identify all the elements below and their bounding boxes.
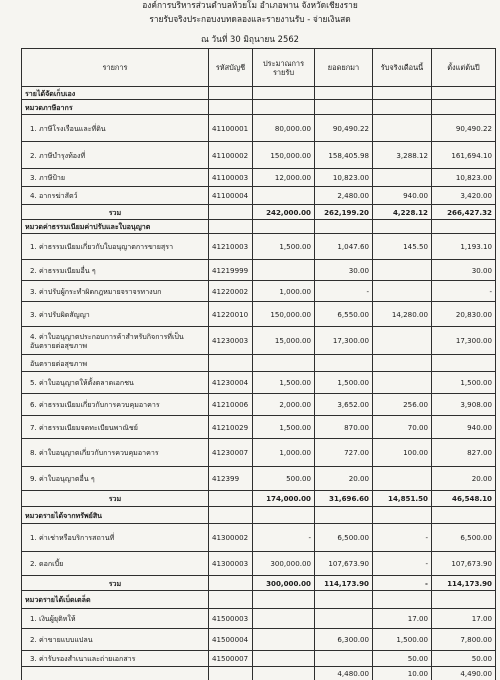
cell-this-month: [373, 87, 432, 100]
cell-brought-forward: [315, 87, 373, 100]
cell-estimate: [253, 260, 315, 281]
cell-year-to-date: 20,830.00: [432, 302, 496, 327]
table-row: [22, 467, 496, 491]
cell-estimate: [253, 220, 315, 234]
cell-code: [209, 355, 253, 372]
cell-this-month: [373, 327, 432, 355]
cell-estimate: [253, 651, 315, 667]
cell-year-to-date: -: [432, 281, 496, 302]
cell-this-month: [373, 467, 432, 491]
cell-this-month: -: [373, 552, 432, 576]
cell-brought-forward: 1,047.60: [315, 234, 373, 260]
cell-code: [209, 576, 253, 591]
cell-estimate: [253, 355, 315, 372]
cell-code: 41100003: [209, 169, 253, 187]
cell-this-month: [373, 100, 432, 115]
cell-year-to-date: [432, 355, 496, 372]
cell-estimate: 1,500.00: [253, 372, 315, 394]
cell-this-month: 940.00: [373, 187, 432, 205]
cell-brought-forward: 6,500.00: [315, 524, 373, 552]
cell-label: 1. ภาษีโรงเรือนและที่ดิน: [22, 115, 209, 142]
report-date: ณ วันที่ 30 มิถุนายน 2562: [201, 34, 299, 44]
section-row: [22, 220, 496, 234]
section-row: [22, 591, 496, 609]
org-title: องค์การบริหารส่วนตำบลห้วยโม อำเภอพาน จังหวัดเชียงราย: [142, 0, 358, 10]
cell-year-to-date: [432, 87, 496, 100]
cell-label: 8. ค่าใบอนุญาตเกี่ยวกับการควบคุมอาคาร: [22, 439, 209, 467]
cell-year-to-date: 20.00: [432, 467, 496, 491]
cell-label: 3. ภาษีป้าย: [22, 169, 209, 187]
cell-label: หมวดรายได้จากทรัพย์สิน: [22, 507, 209, 524]
cell-code: 41210029: [209, 416, 253, 439]
cell-brought-forward: 3,652.00: [315, 394, 373, 416]
cell-estimate: 15,000.00: [253, 327, 315, 355]
cell-label: 5. ค่าใบอนุญาตให้ตั้งตลาดเอกชน: [22, 372, 209, 394]
table-row: [22, 629, 496, 651]
cell-label: อันตรายต่อสุขภาพ: [22, 355, 209, 372]
cell-year-to-date: 7,800.00: [432, 629, 496, 651]
cell-this-month: [373, 281, 432, 302]
table-row: [22, 667, 496, 680]
cell-brought-forward: 10,823.00: [315, 169, 373, 187]
cell-code: [209, 591, 253, 609]
col-header-estimate: ประมาณการ รายรับ: [253, 49, 315, 87]
cell-code: 41210006: [209, 394, 253, 416]
cell-estimate: 500.00: [253, 467, 315, 491]
cell-brought-forward: [315, 100, 373, 115]
cell-year-to-date: 17.00: [432, 609, 496, 629]
cell-estimate: [253, 667, 315, 680]
cell-brought-forward: 158,405.98: [315, 142, 373, 169]
cell-this-month: -: [373, 576, 432, 591]
cell-code: [209, 667, 253, 680]
cell-this-month: [373, 355, 432, 372]
table-row: [22, 234, 496, 260]
cell-this-month: 256.00: [373, 394, 432, 416]
cell-brought-forward: 6,300.00: [315, 629, 373, 651]
cell-label: รวม: [22, 491, 209, 507]
cell-brought-forward: -: [315, 281, 373, 302]
cell-this-month: 10.00: [373, 667, 432, 680]
cell-code: [209, 100, 253, 115]
table-row: [22, 142, 496, 169]
cell-estimate: 2,000.00: [253, 394, 315, 416]
cell-code: [209, 220, 253, 234]
cell-brought-forward: [315, 591, 373, 609]
cell-code: 41300003: [209, 552, 253, 576]
cell-label: หมวดรายได้เบ็ดเตล็ด: [22, 591, 209, 609]
table-row: [22, 524, 496, 552]
cell-code: [209, 205, 253, 220]
cell-estimate: 242,000.00: [253, 205, 315, 220]
cell-brought-forward: 1,500.00: [315, 372, 373, 394]
cell-this-month: -: [373, 524, 432, 552]
report-title: รายรับจริงประกอบงบทดลองและรายงานรับ - จ่ายเงินสด: [149, 14, 351, 24]
cell-estimate: 1,500.00: [253, 416, 315, 439]
cell-brought-forward: 20.00: [315, 467, 373, 491]
cell-label: รวม: [22, 205, 209, 220]
table-row: [22, 169, 496, 187]
cell-this-month: 70.00: [373, 416, 432, 439]
cell-estimate: 80,000.00: [253, 115, 315, 142]
cell-this-month: [373, 591, 432, 609]
cell-year-to-date: 50.00: [432, 651, 496, 667]
cell-label: 3. ค่าปรับผิดสัญญา: [22, 302, 209, 327]
table-row: [22, 355, 496, 372]
cell-code: 41500007: [209, 651, 253, 667]
cell-label: รายได้จัดเก็บเอง: [22, 87, 209, 100]
cell-estimate: [253, 591, 315, 609]
cell-estimate: 174,000.00: [253, 491, 315, 507]
total-row: [22, 205, 496, 220]
cell-year-to-date: 4,490.00: [432, 667, 496, 680]
section-row: [22, 100, 496, 115]
cell-this-month: [373, 372, 432, 394]
cell-year-to-date: 266,427.32: [432, 205, 496, 220]
cell-estimate: 12,000.00: [253, 169, 315, 187]
cell-label: หมวดภาษีอากร: [22, 100, 209, 115]
cell-code: 41500004: [209, 629, 253, 651]
cell-estimate: [253, 507, 315, 524]
cell-this-month: 14,851.50: [373, 491, 432, 507]
cell-this-month: 145.50: [373, 234, 432, 260]
cell-brought-forward: 870.00: [315, 416, 373, 439]
cell-this-month: [373, 220, 432, 234]
table-row: [22, 609, 496, 629]
cell-code: 41230003: [209, 327, 253, 355]
col-header-brought-forward: ยอดยกมา: [315, 49, 373, 87]
cell-this-month: [373, 169, 432, 187]
cell-label: หมวดค่าธรรมเนียมค่าปรับและใบอนุญาต: [22, 220, 209, 234]
cell-code: 41100002: [209, 142, 253, 169]
table-row: [22, 281, 496, 302]
cell-year-to-date: 1,193.10: [432, 234, 496, 260]
cell-label: 9. ค่าใบอนุญาตอื่น ๆ: [22, 467, 209, 491]
table-row: [22, 115, 496, 142]
cell-brought-forward: 262,199.20: [315, 205, 373, 220]
cell-estimate: 1,000.00: [253, 281, 315, 302]
cell-code: [209, 491, 253, 507]
cell-year-to-date: [432, 507, 496, 524]
cell-year-to-date: 90,490.22: [432, 115, 496, 142]
cell-label: 2. ค่าธรรมเนียมอื่น ๆ: [22, 260, 209, 281]
cell-brought-forward: 2,480.00: [315, 187, 373, 205]
table-row: [22, 439, 496, 467]
cell-year-to-date: [432, 591, 496, 609]
section-row: [22, 87, 496, 100]
cell-this-month: [373, 260, 432, 281]
cell-this-month: 14,280.00: [373, 302, 432, 327]
revenue-table: [21, 48, 496, 680]
cell-label: 3. ค่ารับรองสำเนาและถ่ายเอกสาร: [22, 651, 209, 667]
table-row: [22, 394, 496, 416]
cell-code: 412399: [209, 467, 253, 491]
cell-label: รวม: [22, 576, 209, 591]
cell-label: 2. ดอกเบี้ย: [22, 552, 209, 576]
cell-this-month: 1,500.00: [373, 629, 432, 651]
cell-this-month: 4,228.12: [373, 205, 432, 220]
table-row: [22, 260, 496, 281]
col-header-this-month: รับจริงเดือนนี้: [373, 49, 432, 87]
cell-code: [209, 87, 253, 100]
cell-this-month: 17.00: [373, 609, 432, 629]
section-row: [22, 507, 496, 524]
cell-code: 41100001: [209, 115, 253, 142]
cell-year-to-date: 107,673.90: [432, 552, 496, 576]
cell-label: 2. ภาษีบำรุงท้องที่: [22, 142, 209, 169]
table-row: [22, 651, 496, 667]
cell-code: 41219999: [209, 260, 253, 281]
cell-brought-forward: 4,480.00: [315, 667, 373, 680]
cell-year-to-date: 46,548.10: [432, 491, 496, 507]
cell-code: 41500003: [209, 609, 253, 629]
table-row: [22, 302, 496, 327]
cell-year-to-date: 827.00: [432, 439, 496, 467]
cell-code: 41230004: [209, 372, 253, 394]
table-body: [22, 87, 496, 680]
col-header-year-to-date: ตั้งแต่ต้นปี: [432, 49, 496, 87]
table-row: [22, 416, 496, 439]
cell-year-to-date: 6,500.00: [432, 524, 496, 552]
cell-brought-forward: [315, 220, 373, 234]
cell-estimate: 150,000.00: [253, 302, 315, 327]
cell-year-to-date: [432, 100, 496, 115]
cell-this-month: [373, 115, 432, 142]
cell-this-month: 3,288.12: [373, 142, 432, 169]
cell-code: 41300002: [209, 524, 253, 552]
cell-brought-forward: [315, 651, 373, 667]
table-row: [22, 327, 496, 355]
cell-label: 1. เงินผู้ยุติหให้: [22, 609, 209, 629]
table-header-row: [22, 49, 496, 87]
col-header-item: รายการ: [22, 49, 209, 87]
cell-year-to-date: 10,823.00: [432, 169, 496, 187]
cell-brought-forward: 107,673.90: [315, 552, 373, 576]
cell-estimate: -: [253, 524, 315, 552]
cell-brought-forward: 6,550.00: [315, 302, 373, 327]
cell-label: 4. อากรฆ่าสัตว์: [22, 187, 209, 205]
cell-year-to-date: 114,173.90: [432, 576, 496, 591]
cell-code: [209, 507, 253, 524]
cell-year-to-date: 3,420.00: [432, 187, 496, 205]
cell-estimate: 1,000.00: [253, 439, 315, 467]
total-row: [22, 576, 496, 591]
cell-brought-forward: 31,696.60: [315, 491, 373, 507]
table-row: [22, 552, 496, 576]
cell-year-to-date: 1,500.00: [432, 372, 496, 394]
cell-label: 3. ค่าปรับผู้กระทำผิดกฎหมายจราจรทางบก: [22, 281, 209, 302]
cell-brought-forward: 17,300.00: [315, 327, 373, 355]
cell-label: 7. ค่าธรรมเนียมจดทะเบียนพาณิชย์: [22, 416, 209, 439]
cell-this-month: 50.00: [373, 651, 432, 667]
table-row: [22, 187, 496, 205]
cell-estimate: [253, 187, 315, 205]
cell-code: 41230007: [209, 439, 253, 467]
cell-year-to-date: 30.00: [432, 260, 496, 281]
cell-this-month: 100.00: [373, 439, 432, 467]
cell-brought-forward: [315, 507, 373, 524]
cell-brought-forward: 30.00: [315, 260, 373, 281]
cell-code: 41220010: [209, 302, 253, 327]
cell-year-to-date: 17,300.00: [432, 327, 496, 355]
cell-estimate: [253, 609, 315, 629]
cell-estimate: 300,000.00: [253, 552, 315, 576]
cell-label: 1. ค่าเช่าหรือบริการสถานที่: [22, 524, 209, 552]
cell-year-to-date: [432, 220, 496, 234]
cell-estimate: 1,500.00: [253, 234, 315, 260]
cell-estimate: 300,000.00: [253, 576, 315, 591]
cell-year-to-date: 940.00: [432, 416, 496, 439]
cell-this-month: [373, 507, 432, 524]
cell-estimate: 150,000.00: [253, 142, 315, 169]
cell-year-to-date: 3,908.00: [432, 394, 496, 416]
cell-label: [22, 667, 209, 680]
cell-estimate: [253, 87, 315, 100]
table-row: [22, 372, 496, 394]
cell-brought-forward: 90,490.22: [315, 115, 373, 142]
cell-estimate: [253, 100, 315, 115]
cell-brought-forward: 727.00: [315, 439, 373, 467]
cell-label: 6. ค่าธรรมเนียมเกี่ยวกับการควบคุมอาคาร: [22, 394, 209, 416]
cell-label: 1. ค่าธรรมเนียมเกี่ยวกับใบอนุญาตการขายสุรา: [22, 234, 209, 260]
cell-label: 4. ค่าใบอนุญาตประกอบการค้าสำหรับกิจการที่เป็นอันตรายต่อสุขภาพ: [22, 327, 209, 355]
cell-brought-forward: 114,173.90: [315, 576, 373, 591]
cell-estimate: [253, 629, 315, 651]
cell-year-to-date: 161,694.10: [432, 142, 496, 169]
cell-label: 2. ค่าขายแบบแปลน: [22, 629, 209, 651]
cell-brought-forward: [315, 355, 373, 372]
cell-code: 41100004: [209, 187, 253, 205]
cell-code: 41220002: [209, 281, 253, 302]
col-header-code: รหัสบัญชี: [209, 49, 253, 87]
total-row: [22, 491, 496, 507]
cell-code: 41210003: [209, 234, 253, 260]
cell-brought-forward: [315, 609, 373, 629]
